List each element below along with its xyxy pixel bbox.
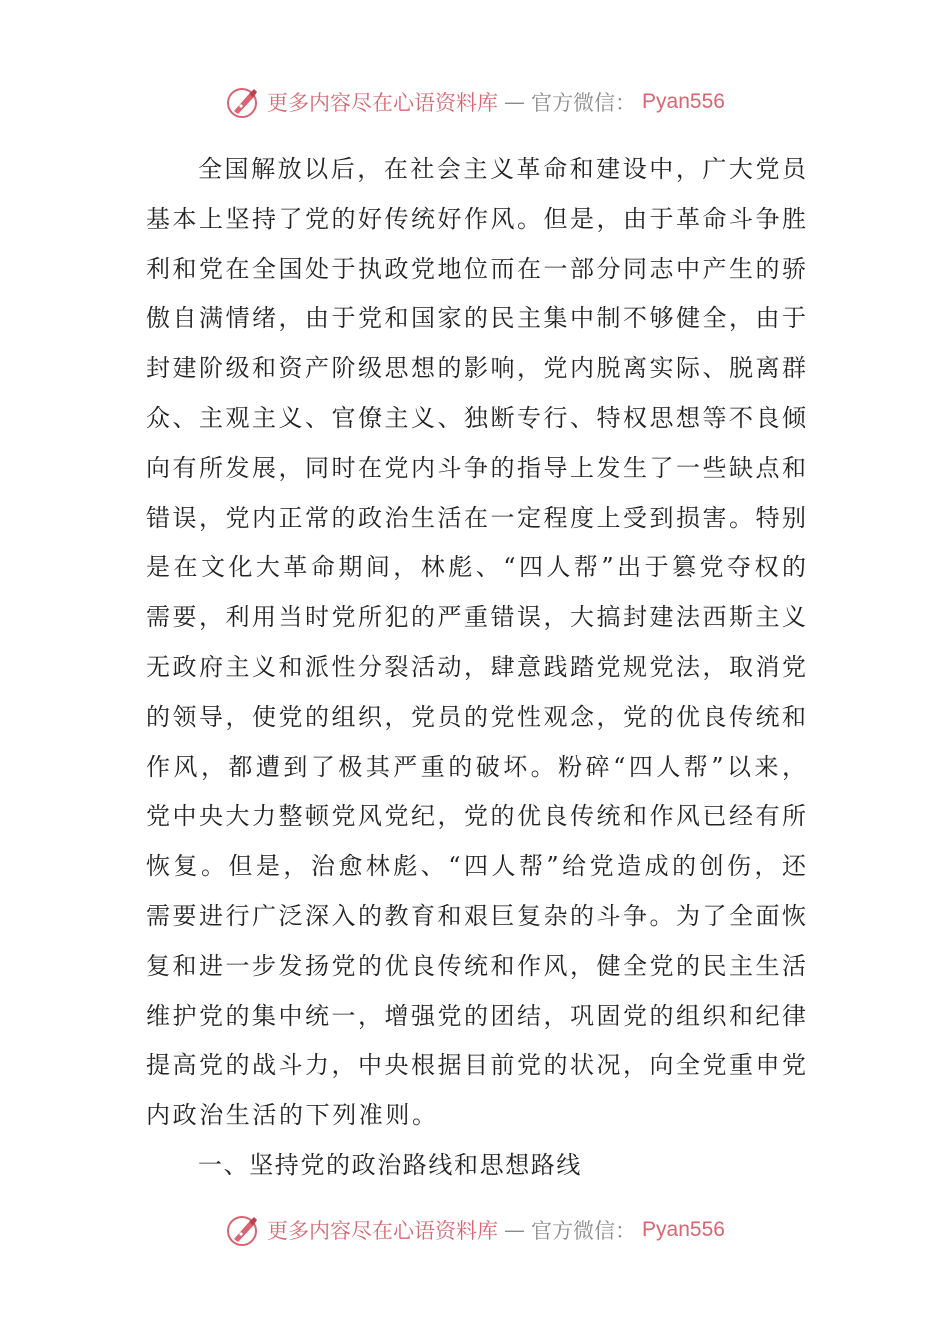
paragraph-line: 众、主观主义、官僚主义、独断专行、特权思想等不良倾 bbox=[146, 403, 806, 432]
paragraph-line: 内政治生活的下列准则。 bbox=[146, 1101, 439, 1130]
paragraph-line: 需要进行广泛深入的教育和艰巨复杂的斗争。为了全面恢 bbox=[146, 901, 806, 930]
paragraph-line: 无政府主义和派性分裂活动，肆意践踏党规党法，取消党 bbox=[146, 652, 806, 681]
watermark-id: Pyan556 bbox=[642, 1218, 725, 1241]
section-heading: 一、坚持党的政治路线和思想路线 bbox=[198, 1150, 582, 1179]
pen-nib-icon bbox=[225, 1212, 261, 1248]
paragraph-line: 需要，利用当时党所犯的严重错误，大搞封建法西斯主义 bbox=[146, 603, 806, 632]
watermark-label: 官方微信： bbox=[531, 91, 637, 115]
paragraph-line: 全国解放以后，在社会主义革命和建设中，广大党员 bbox=[198, 155, 806, 183]
paragraph-line: 傲自满情绪，由于党和国家的民主集中制不够健全，由于 bbox=[146, 304, 806, 333]
paragraph-line: 作风，都遭到了极其严重的破坏。粉碎“四人帮”以来， bbox=[146, 752, 806, 781]
paragraph-line: 利和党在全国处于执政党地位而在一部分同志中产生的骄 bbox=[146, 254, 806, 283]
paragraph-line: 的领导，使党的组织，党员的党性观念，党的优良传统和 bbox=[146, 702, 806, 731]
paragraph-line: 维护党的集中统一，增强党的团结，巩固党的组织和纪律 bbox=[146, 1001, 806, 1030]
paragraph-line: 向有所发展，同时在党内斗争的指导上发生了一些缺点和 bbox=[146, 453, 806, 482]
watermark-brand: 更多内容尽在心语资料库 bbox=[267, 1219, 499, 1243]
document-body bbox=[146, 145, 806, 1191]
paragraph-line: 基本上坚持了党的好传统好作风。但是，由于革命斗争胜 bbox=[146, 204, 806, 233]
paragraph-line: 提高党的战斗力，中央根据目前党的状况，向全党重申党 bbox=[146, 1051, 806, 1080]
paragraph-line: 是在文化大革命期间，林彪、“四人帮”出于篡党夺权的 bbox=[146, 553, 806, 582]
paragraph-line: 恢复。但是，治愈林彪、“四人帮”给党造成的创伤，还 bbox=[146, 852, 806, 881]
watermark-dash: — bbox=[504, 1218, 526, 1242]
watermark-footer bbox=[0, 1212, 950, 1248]
watermark-header bbox=[0, 84, 950, 120]
pen-nib-icon bbox=[225, 84, 261, 120]
paragraph-line: 错误，党内正常的政治生活在一定程度上受到损害。特别 bbox=[146, 503, 806, 532]
paragraph-line: 复和进一步发扬党的优良传统和作风，健全党的民主生活 bbox=[146, 951, 806, 980]
watermark-label: 官方微信： bbox=[531, 1219, 637, 1243]
watermark-brand: 更多内容尽在心语资料库 bbox=[267, 91, 499, 115]
watermark-dash: — bbox=[504, 90, 526, 114]
watermark-id: Pyan556 bbox=[642, 90, 725, 113]
paragraph-line: 党中央大力整顿党风党纪，党的优良传统和作风已经有所 bbox=[146, 802, 806, 831]
paragraph-line: 封建阶级和资产阶级思想的影响，党内脱离实际、脱离群 bbox=[146, 354, 806, 383]
